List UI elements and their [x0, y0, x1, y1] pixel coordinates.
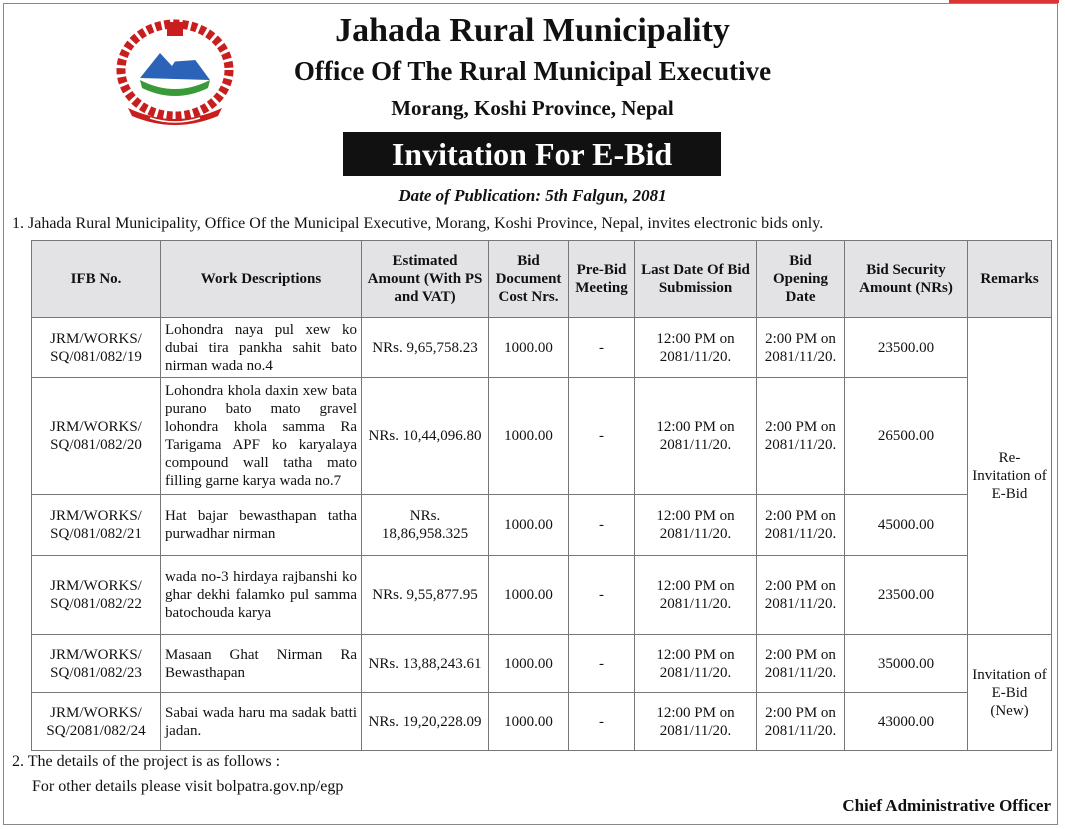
opening-cell: 2:00 PM on 2081/11/20.	[757, 556, 845, 635]
bid-table	[31, 240, 1052, 751]
prebid-cell: -	[569, 556, 635, 635]
opening-cell: 2:00 PM on 2081/11/20.	[757, 318, 845, 378]
prebid-cell: -	[569, 318, 635, 378]
col-security: Bid Security Amount (NRs)	[845, 241, 968, 318]
table-row	[32, 556, 1052, 635]
security-cell: 23500.00	[845, 556, 968, 635]
work-cell: Masaan Ghat Nirman Ra Bewasthapan	[161, 635, 362, 693]
table-row	[32, 318, 1052, 378]
security-cell: 23500.00	[845, 318, 968, 378]
amount-cell: NRs. 13,88,243.61	[362, 635, 489, 693]
col-opening: Bid Opening Date	[757, 241, 845, 318]
office-subtitle: Office Of The Rural Municipal Executive	[293, 56, 772, 86]
ifb-cell: JRM/WORKS/ SQ/081/082/19	[32, 318, 161, 378]
col-work: Work Descriptions	[161, 241, 362, 318]
table-row	[32, 635, 1052, 693]
table-row	[32, 378, 1052, 495]
municipality-title: Jahada Rural Municipality	[335, 12, 730, 49]
security-cell: 35000.00	[845, 635, 968, 693]
last-date-cell: 12:00 PM on 2081/11/20.	[635, 495, 757, 556]
work-cell: Lohondra khola daxin xew bata purano bato mato gravel lohondra khola samma Ra Tarigama APF ko karyalaya compound wall tatha mato filling garne karya wada no.7	[161, 378, 362, 495]
ifb-cell: JRM/WORKS/ SQ/081/082/23	[32, 635, 161, 693]
amount-cell: NRs. 19,20,228.09	[362, 693, 489, 751]
opening-cell: 2:00 PM on 2081/11/20.	[757, 495, 845, 556]
doc-cost-cell: 1000.00	[489, 495, 569, 556]
opening-cell: 2:00 PM on 2081/11/20.	[757, 635, 845, 693]
details-link-text: For other details please visit bolpatra.gov.np/egp	[32, 778, 344, 795]
remarks-new: Invitation of E-Bid (New)	[968, 635, 1052, 751]
security-cell: 43000.00	[845, 693, 968, 751]
location-line: Morang, Koshi Province, Nepal	[391, 96, 674, 120]
table-row	[32, 693, 1052, 751]
last-date-cell: 12:00 PM on 2081/11/20.	[635, 635, 757, 693]
ifb-cell: JRM/WORKS/ SQ/081/082/21	[32, 495, 161, 556]
remarks-reinvitation: Re-Invitation of E-Bid	[968, 318, 1052, 635]
amount-cell: NRs. 10,44,096.80	[362, 378, 489, 495]
col-ifb: IFB No.	[32, 241, 161, 318]
opening-cell: 2:00 PM on 2081/11/20.	[757, 693, 845, 751]
invitation-banner: Invitation For E-Bid	[343, 132, 721, 176]
last-date-cell: 12:00 PM on 2081/11/20.	[635, 693, 757, 751]
doc-cost-cell: 1000.00	[489, 378, 569, 495]
prebid-cell: -	[569, 495, 635, 556]
col-last-date: Last Date Of Bid Submission	[635, 241, 757, 318]
amount-cell: NRs. 9,55,877.95	[362, 556, 489, 635]
col-doc-cost: Bid Document Cost Nrs.	[489, 241, 569, 318]
table-header-row	[32, 241, 1052, 318]
intro-paragraph: 1. Jahada Rural Municipality, Office Of the Municipal Executive, Morang, Koshi Province, Nepal, invites electronic bids only.	[12, 215, 824, 232]
doc-cost-cell: 1000.00	[489, 556, 569, 635]
prebid-cell: -	[569, 693, 635, 751]
prebid-cell: -	[569, 635, 635, 693]
ifb-cell: JRM/WORKS/ SQ/081/082/20	[32, 378, 161, 495]
col-amount: Estimated Amount (With PS and VAT)	[362, 241, 489, 318]
work-cell: wada no-3 hirdaya rajbanshi ko ghar dekhi falamko pul samma batochouda karya	[161, 556, 362, 635]
amount-cell: NRs. 9,65,758.23	[362, 318, 489, 378]
publication-date: Date of Publication: 5th Falgun, 2081	[398, 186, 667, 205]
last-date-cell: 12:00 PM on 2081/11/20.	[635, 378, 757, 495]
work-cell: Lohondra naya pul xew ko dubai tira pankha sahit bato nirman wada no.4	[161, 318, 362, 378]
doc-cost-cell: 1000.00	[489, 318, 569, 378]
work-cell: Sabai wada haru ma sadak batti jadan.	[161, 693, 362, 751]
ifb-cell: JRM/WORKS/ SQ/2081/082/24	[32, 693, 161, 751]
col-prebid: Pre-Bid Meeting	[569, 241, 635, 318]
ifb-cell: JRM/WORKS/ SQ/081/082/22	[32, 556, 161, 635]
security-cell: 26500.00	[845, 378, 968, 495]
work-cell: Hat bajar bewasthapan tatha purwadhar nirman	[161, 495, 362, 556]
amount-cell: NRs. 18,86,958.325	[362, 495, 489, 556]
opening-cell: 2:00 PM on 2081/11/20.	[757, 378, 845, 495]
details-heading: 2. The details of the project is as follows :	[12, 753, 281, 770]
top-accent-bar	[949, 0, 1059, 3]
last-date-cell: 12:00 PM on 2081/11/20.	[635, 318, 757, 378]
table-row	[32, 495, 1052, 556]
doc-cost-cell: 1000.00	[489, 693, 569, 751]
security-cell: 45000.00	[845, 495, 968, 556]
col-remarks: Remarks	[968, 241, 1052, 318]
prebid-cell: -	[569, 378, 635, 495]
doc-cost-cell: 1000.00	[489, 635, 569, 693]
last-date-cell: 12:00 PM on 2081/11/20.	[635, 556, 757, 635]
signature-title: Chief Administrative Officer	[842, 796, 1051, 815]
